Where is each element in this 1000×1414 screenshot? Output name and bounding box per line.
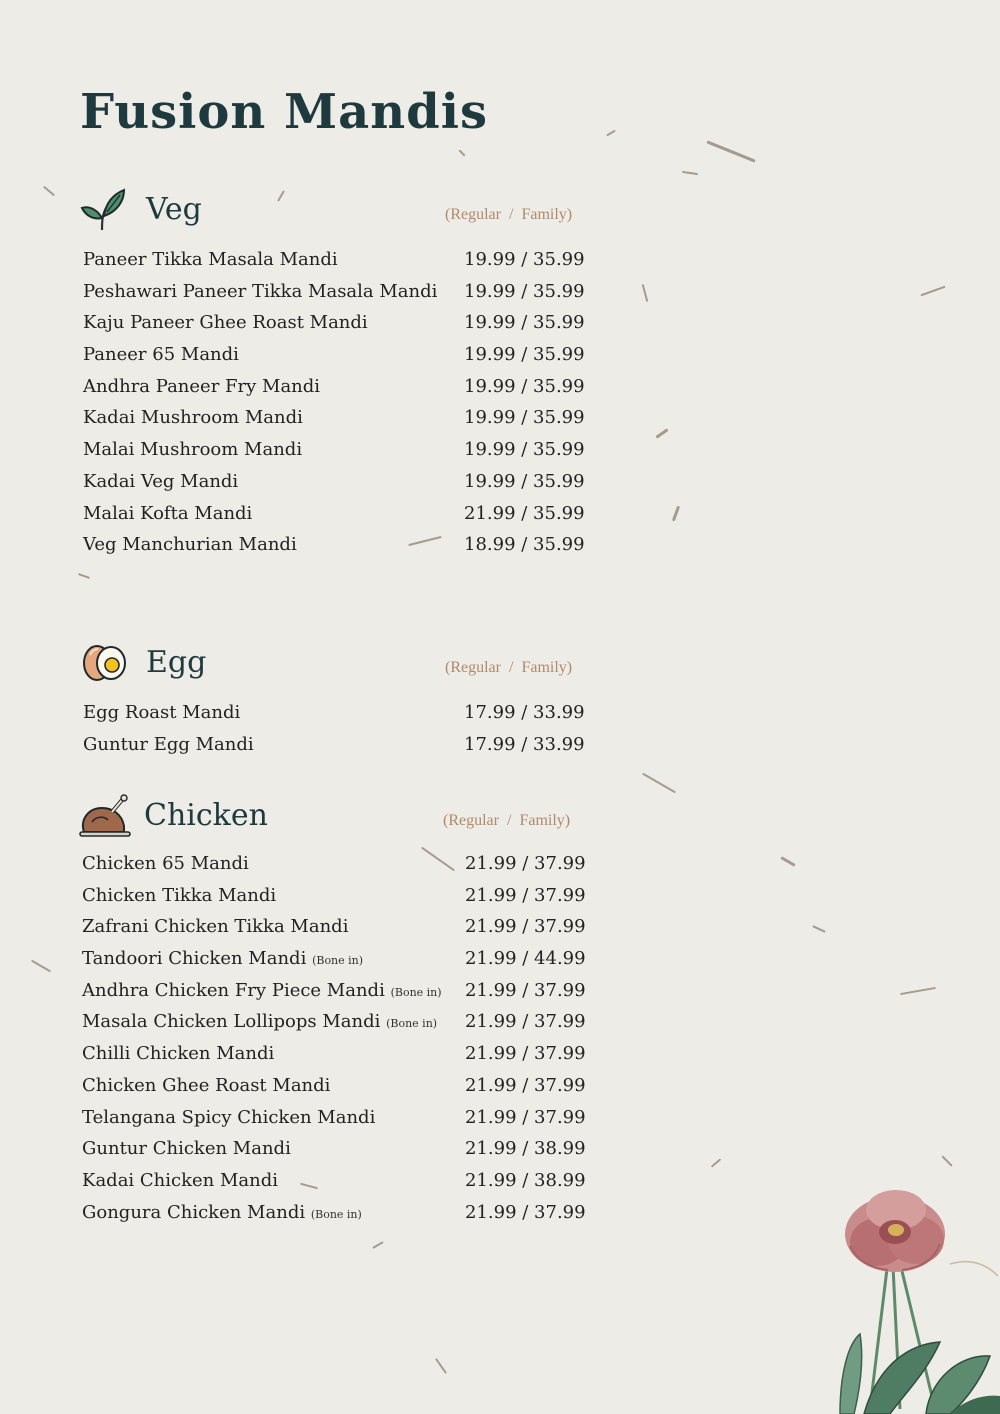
menu-item [82,1010,592,1042]
item-name: Chilli Chicken Mandi [82,1043,275,1065]
menu-item [82,947,592,979]
section-veg [80,186,600,556]
item-name: Masala Chicken Lollipops Mandi [82,1011,381,1033]
item-price: 21.99 / 37.99 [465,916,586,938]
item-price: 19.99 / 35.99 [464,280,585,302]
item-price: 19.99 / 35.99 [464,407,585,429]
item-price: 17.99 / 33.99 [464,702,585,723]
column-regular: Regular [450,659,501,676]
item-name: Chicken Tikka Mandi [82,884,277,906]
item-note: (Bone in) [310,1207,362,1221]
column-header: (Regular / Family) [445,659,573,676]
column-header: (Regular / Family) [445,206,573,223]
item-price: 21.99 / 37.99 [465,1011,586,1033]
item-name: Paneer 65 Mandi [83,344,239,366]
item-name: Chicken 65 Mandi [82,853,249,874]
menu-item [82,1137,592,1169]
section-chicken [78,792,598,1223]
section-title: Veg [146,192,202,227]
menu-item [82,1106,592,1138]
item-list [82,852,592,1232]
item-name: Veg Manchurian Mandi [83,534,297,556]
section-header [80,639,600,687]
item-price: 21.99 / 37.99 [465,1074,586,1096]
item-name: Gongura Chicken Mandi [82,1201,306,1223]
menu-item [83,248,593,280]
item-price: 21.99 / 44.99 [465,948,586,970]
menu-item [83,311,593,343]
column-header: (Regular / Family) [443,812,571,829]
leaf-icon [80,186,128,234]
column-regular: Regular [450,206,501,223]
section-title: Chicken [144,798,268,833]
item-note: (Bone in) [312,954,364,968]
peony-flower-illustration [830,1184,1000,1414]
menu-item [83,533,593,565]
item-price: 21.99 / 37.99 [465,979,586,1001]
item-price: 21.99 / 35.99 [464,502,585,524]
item-name: Egg Roast Mandi [83,702,241,723]
menu-item [83,701,593,733]
menu-item [82,852,592,884]
item-price: 21.99 / 37.99 [465,853,586,874]
menu-item [82,884,592,916]
item-price: 19.99 / 35.99 [464,249,585,270]
item-name: Guntur Egg Mandi [83,733,254,755]
item-name: Zafrani Chicken Tikka Mandi [82,916,349,938]
item-price: 19.99 / 35.99 [464,470,585,492]
item-name: Guntur Chicken Mandi [82,1138,291,1160]
item-price: 21.99 / 37.99 [465,1106,586,1128]
item-price: 21.99 / 37.99 [465,1043,586,1065]
item-price: 17.99 / 33.99 [464,733,585,755]
item-name: Kadai Veg Mandi [83,470,239,492]
menu-item [83,375,593,407]
item-name: Kadai Chicken Mandi [82,1169,279,1191]
menu-item [82,1201,592,1233]
menu-item [83,406,593,438]
item-price: 21.99 / 38.99 [465,1138,586,1160]
menu-item [83,438,593,470]
item-price: 21.99 / 38.99 [465,1169,586,1191]
section-header [80,186,600,234]
item-name: Telangana Spicy Chicken Mandi [82,1106,376,1128]
item-note: (Bone in) [390,985,442,999]
item-list [83,248,593,565]
item-name: Andhra Paneer Fry Mandi [83,375,321,397]
item-name: Malai Kofta Mandi [83,502,253,524]
item-note: (Bone in) [386,1017,438,1031]
item-name: Andhra Chicken Fry Piece Mandi [82,979,385,1001]
item-name: Paneer Tikka Masala Mandi [83,249,338,270]
section-header [78,792,598,840]
item-price: 21.99 / 37.99 [465,1201,586,1223]
menu-item [83,733,593,765]
menu-item [82,1074,592,1106]
roast-chicken-icon [78,792,132,840]
item-list [83,701,593,764]
section-title: Egg [146,645,207,680]
menu-item [82,915,592,947]
item-price: 19.99 / 35.99 [464,312,585,334]
item-name: Tandoori Chicken Mandi [82,948,307,970]
menu-item [82,979,592,1011]
column-family: Family [521,659,567,676]
item-name: Kaju Paneer Ghee Roast Mandi [83,312,368,334]
menu-item [83,470,593,502]
menu-item [82,1169,592,1201]
menu-item [83,280,593,312]
item-name: Malai Mushroom Mandi [83,439,303,461]
item-name: Peshawari Paneer Tikka Masala Mandi [83,280,438,302]
column-regular: Regular [448,812,499,829]
menu-item [82,1042,592,1074]
item-price: 18.99 / 35.99 [464,534,585,556]
item-name: Chicken Ghee Roast Mandi [82,1074,331,1096]
column-family: Family [521,206,567,223]
column-family: Family [519,812,565,829]
menu-item [83,502,593,534]
page-title: Fusion Mandis [80,84,488,140]
item-name: Kadai Mushroom Mandi [83,407,303,429]
section-egg [80,639,600,755]
egg-icon [80,639,128,687]
menu-item [83,343,593,375]
item-price: 19.99 / 35.99 [464,439,585,461]
item-price: 21.99 / 37.99 [465,884,586,906]
item-price: 19.99 / 35.99 [464,344,585,366]
item-price: 19.99 / 35.99 [464,375,585,397]
